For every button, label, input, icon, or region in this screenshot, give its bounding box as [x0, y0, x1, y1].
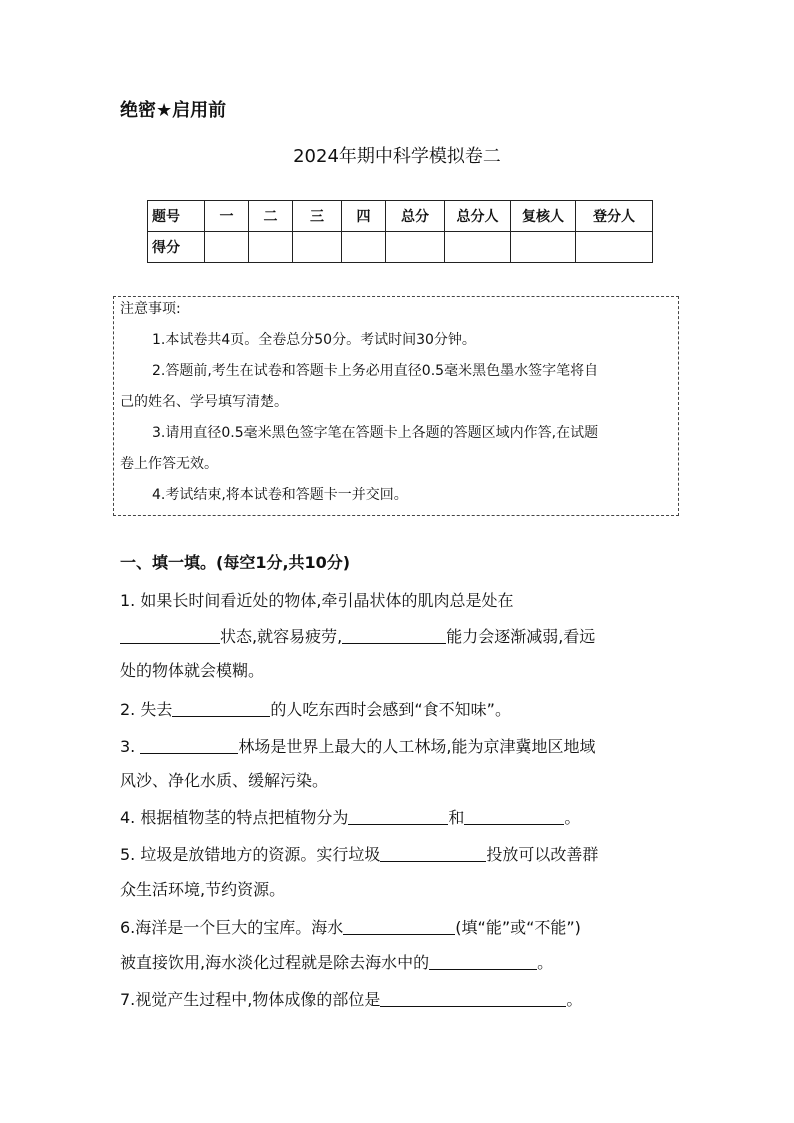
question-1: [120, 588, 513, 611]
notice-item-4: 4.考试结束,将本试卷和答题卡一并交回。: [152, 487, 408, 503]
answer-blank[interactable]: [172, 700, 270, 717]
score-cell[interactable]: [576, 232, 653, 263]
score-header-cell: 一: [205, 201, 249, 232]
question-7: [120, 987, 582, 1010]
secret-label: 绝密★启用前: [120, 100, 227, 121]
score-row-label: 得分: [148, 232, 205, 263]
question-text: 能力会逐渐减弱,看远: [446, 627, 596, 646]
question-5: [120, 842, 598, 865]
notice-item-2: 2.答题前,考生在试卷和答题卡上务必用直径0.5毫米黑色墨水签字笔将自: [152, 363, 599, 379]
question-text: 众生活环境,节约资源。: [120, 880, 286, 899]
question-text: 风沙、净化水质、缓解污染。: [120, 771, 329, 790]
score-header-cell: 登分人: [576, 201, 653, 232]
notice-item-3: 3.请用直径0.5毫米黑色签字笔在答题卡上各题的答题区域内作答,在试题: [152, 425, 599, 441]
question-text: 2. 失去: [120, 700, 173, 719]
question-text: (填“能”或“不能”): [455, 918, 581, 937]
score-cell[interactable]: [293, 232, 342, 263]
question-3-line2: [120, 768, 328, 791]
question-text: 5. 垃圾是放错地方的资源。实行垃圾: [120, 845, 381, 864]
answer-blank[interactable]: [140, 737, 238, 754]
question-text: 。: [564, 808, 581, 827]
question-text: 投放可以改善群: [486, 845, 599, 864]
answer-blank[interactable]: [343, 918, 455, 935]
notice-heading: 注意事项:: [120, 301, 181, 317]
question-text: 处的物体就会模糊。: [120, 661, 265, 680]
score-table-score-row: [148, 232, 653, 263]
score-header-cell: 三: [293, 201, 342, 232]
answer-blank[interactable]: [429, 953, 537, 970]
answer-blank[interactable]: [380, 845, 486, 862]
score-header-cell: 题号: [148, 201, 205, 232]
question-text: 林场是世界上最大的人工林场,能为京津冀地区地域: [238, 737, 596, 756]
question-1-line2: [120, 624, 595, 647]
question-text: 6.海洋是一个巨大的宝库。海水: [120, 918, 344, 937]
score-header-cell: 二: [249, 201, 293, 232]
question-text: 1. 如果长时间看近处的物体,牵引晶状体的肌肉总是处在: [120, 591, 514, 610]
score-table-header-row: [148, 201, 653, 232]
question-text: 和: [448, 808, 465, 827]
question-4: [120, 805, 580, 828]
notice-item-3-cont: 卷上作答无效。: [120, 456, 218, 472]
section-heading: 一、填一填。(每空1分,共10分): [120, 553, 351, 572]
question-2: [120, 697, 511, 720]
question-text: 4. 根据植物茎的特点把植物分为: [120, 808, 349, 827]
score-cell[interactable]: [445, 232, 511, 263]
question-text: 7.视觉产生过程中,物体成像的部位是: [120, 990, 381, 1009]
notice-item-1: 1.本试卷共4页。全卷总分50分。考试时间30分钟。: [152, 332, 476, 348]
score-cell[interactable]: [249, 232, 293, 263]
question-3: [120, 734, 595, 757]
page-title: 2024年期中科学模拟卷二: [293, 146, 501, 167]
answer-blank[interactable]: [348, 808, 448, 825]
question-text: 。: [566, 990, 583, 1009]
answer-blank[interactable]: [120, 627, 220, 644]
score-table: [147, 200, 653, 263]
notice-box: [113, 296, 679, 516]
score-header-cell: 总分人: [445, 201, 511, 232]
question-6-line2: [120, 950, 553, 973]
score-cell[interactable]: [342, 232, 386, 263]
question-6: [120, 915, 581, 938]
question-text: 3.: [120, 737, 141, 756]
score-header-cell: 总分: [386, 201, 445, 232]
answer-blank[interactable]: [464, 808, 564, 825]
score-cell[interactable]: [386, 232, 445, 263]
score-cell[interactable]: [511, 232, 576, 263]
notice-item-2-cont: 己的姓名、学号填写清楚。: [120, 394, 288, 410]
answer-blank[interactable]: [342, 627, 446, 644]
question-5-line2: [120, 877, 285, 900]
question-1-line3: [120, 658, 264, 681]
question-text: 状态,就容易疲劳,: [220, 627, 343, 646]
question-text: 的人吃东西时会感到“食不知味”。: [270, 700, 511, 719]
score-cell[interactable]: [205, 232, 249, 263]
question-text: 被直接饮用,海水淡化过程就是除去海水中的: [120, 953, 430, 972]
answer-blank[interactable]: [380, 990, 566, 1007]
score-header-cell: 复核人: [511, 201, 576, 232]
question-text: 。: [537, 953, 554, 972]
score-header-cell: 四: [342, 201, 386, 232]
